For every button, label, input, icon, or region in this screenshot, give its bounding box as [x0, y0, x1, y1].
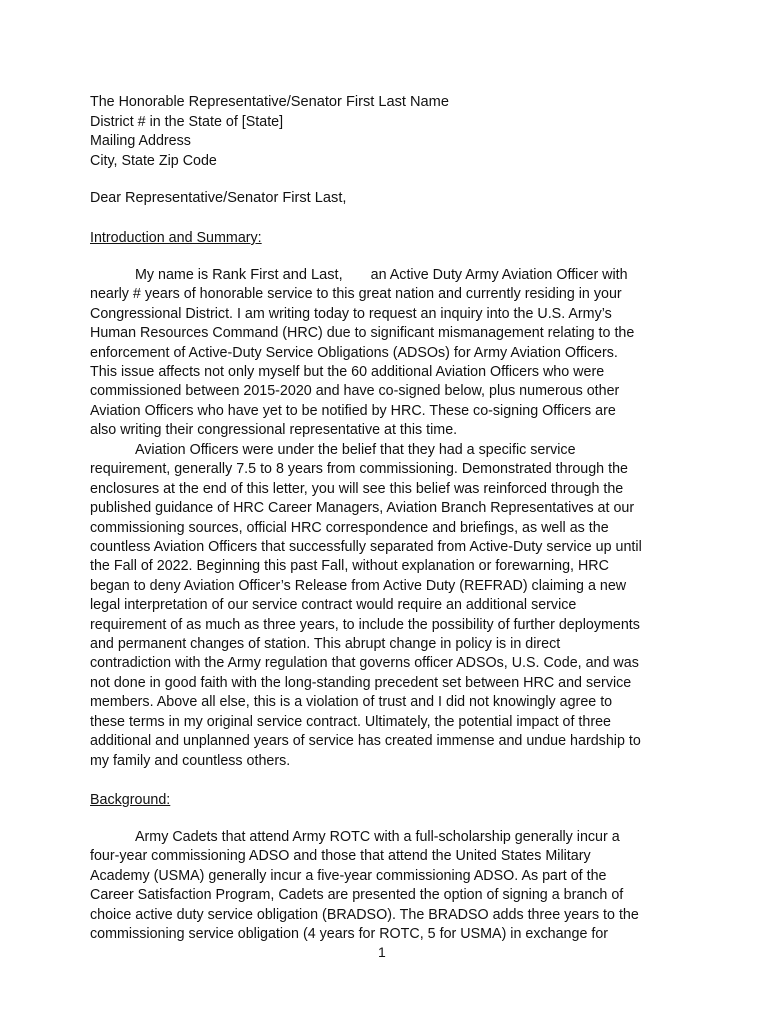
intro-paragraph-1 [90, 266, 680, 441]
paragraph-line: Congressional District. I am writing today to request an inquiry into the U.S. Army’s [90, 305, 612, 322]
paragraph-first-line: Aviation Officers were under the belief that they had a specific service [135, 442, 576, 458]
paragraph-line: also writing their congressional representative at this time. [90, 422, 458, 439]
paragraph-line: requirement, generally 7.5 to 8 years from commissioning. Demonstrated through the [90, 461, 628, 478]
paragraph-line: not done in good faith with the long-standing precedent set between HRC and service [90, 674, 632, 691]
paragraph-line: additional and unplanned years of service has created immense and undue hardship to [90, 733, 641, 750]
salutation-dear: Dear [90, 190, 121, 206]
recipient-name: Representative/Senator First Last Name [188, 94, 449, 110]
paragraph-line: commissioned between 2015-2020 and have co-signed below, plus numerous other [90, 383, 620, 400]
paragraph-line: nearly # years of honorable service to this great nation and currently residing in your [90, 286, 622, 303]
paragraph-line: began to deny Aviation Officer’s Release from Active Duty (REFRAD) claiming a new [90, 577, 627, 594]
intro-paragraph-2 [90, 441, 680, 771]
paragraph-line: This issue affects not only myself but the 60 additional Aviation Officers who were [90, 364, 605, 381]
mailing-address-line: Mailing Address [90, 133, 191, 150]
paragraph-line: Human Resources Command (HRC) due to significant mismanagement relating to the [90, 325, 635, 342]
salutation-name: Representative/Senator First Last, [124, 190, 347, 206]
honorific: The Honorable [90, 94, 185, 110]
paragraph-line: my family and countless others. [90, 752, 291, 769]
paragraph-line: these terms in my original service contract. Ultimately, the potential impact of three [90, 713, 611, 730]
paragraph-first-line: Army Cadets that attend Army ROTC with a full-scholarship generally incur a [135, 829, 620, 845]
paragraph-line: enclosures at the end of this letter, you will see this belief was reinforced through the [90, 480, 624, 497]
salutation [90, 189, 680, 208]
background-heading: Background: [90, 792, 171, 808]
paragraph-line: legal interpretation of our service contract would require an additional service [90, 597, 577, 614]
paragraph-line: requirement of as much as three years, to include the possibility of further deployments [90, 616, 640, 633]
paragraph-line: contradiction with the Army regulation that governs officer ADSOs, U.S. Code, and was [90, 655, 639, 672]
paragraph-line: four-year commissioning ADSO and those that attend the United States Military [90, 848, 591, 865]
paragraph-line: published guidance of HRC Career Managers, Aviation Branch Representatives at our [90, 500, 635, 517]
background-paragraph-1 [90, 828, 680, 944]
paragraph-line: enforcement of Active-Duty Service Obligations (ADSOs) for Army Aviation Officers. [90, 344, 618, 361]
intro-heading: Introduction and Summary: [90, 230, 262, 246]
intro-lead: My name is [135, 267, 209, 283]
paragraph-line: members. Above all else, this is a violation of trust and I did not knowingly agree to [90, 694, 613, 711]
page-number: 1 [378, 944, 386, 960]
paragraph-line: and permanent changes of station. This abrupt change in policy is in direct [90, 636, 561, 653]
paragraph-line: Academy (USMA) generally incur a five-year commissioning ADSO. As part of the [90, 867, 607, 884]
paragraph-line: commissioning sources, official HRC correspondence and briefings, as well as the [90, 519, 609, 536]
rank-name-field: Rank First and Last, [212, 267, 343, 283]
paragraph-line: countless Aviation Officers that successfully separated from Active-Duty service up until [90, 539, 642, 556]
city-state-zip-line: City, State Zip Code [90, 152, 217, 169]
recipient-line [90, 93, 680, 113]
intro-lead-rest: an Active Duty Army Aviation Officer with [370, 267, 628, 283]
paragraph-line: Aviation Officers who have yet to be notified by HRC. These co-signing Officers are [90, 402, 616, 419]
paragraph-line: choice active duty service obligation (BRADSO). The BRADSO adds three years to the [90, 906, 639, 923]
paragraph-line: Career Satisfaction Program, Cadets are presented the option of signing a branch of [90, 887, 624, 904]
paragraph-line: commissioning service obligation (4 years for ROTC, 5 for USMA) in exchange for [90, 926, 609, 943]
district-line: District # in the State of [State] [90, 113, 284, 130]
recipient-address-block [90, 93, 680, 171]
paragraph-first-line [90, 266, 680, 285]
paragraph-line: the Fall of 2022. Beginning this past Fall, without explanation or forewarning, HRC [90, 558, 609, 575]
